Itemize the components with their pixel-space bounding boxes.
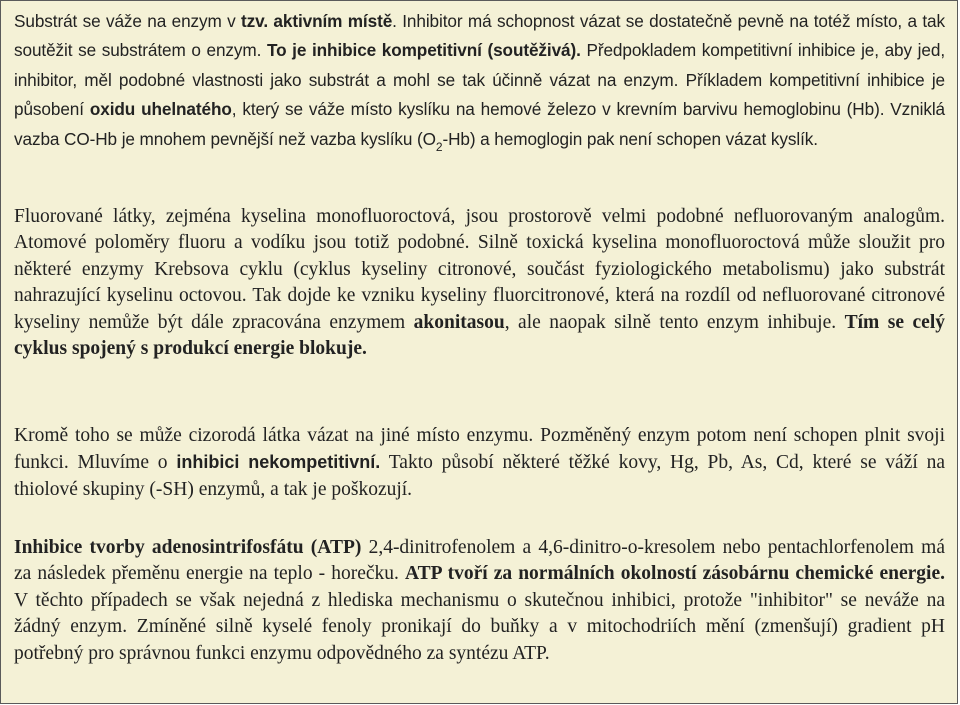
text-span: , ale naopak silně tento enzym inhibuje. <box>504 311 845 333</box>
bold-term-noncompetitive-inhibition: inhibici nekompetitivní. <box>176 452 381 473</box>
bold-sentence-atp-energy: ATP tvoří za normálních okolností zásobárnu chemické energie. <box>405 563 945 585</box>
text-span: . Inhibitor má schopnost vázat se dostatečně pevně na totéž místo, a tak soutěžit se substrátem o enzym. <box>14 11 945 61</box>
text-span: Fluorované látky, zejména kyselina monofluoroctová, jsou prostorově velmi podobné nefluorovaným analogům. Atomové poloměry fluoru a vodíku jsou totiž podobné. Silně toxická kyselina monofluoroctová může sloužit pro některé enzymy Krebsova cyklu (cyklus kyseliny citronové, součást fyziologického metabolismu) jako substrát nahrazující kyselinu octovou. Tak dojde ke vzniku kyseliny fluorcitronové, která na rozdíl od nefluorované citronové kyseliny nemůže být dále zpracována enzymem <box>14 206 945 333</box>
bold-sentence-cycle-blocked: Tím se celý cyklus spojený s produkcí energie blokuje. <box>14 311 945 360</box>
text-span: Takto působí některé těžké kovy, Hg, Pb, As, Cd, které se váží na thiolové skupiny (-SH) enzymů, a tak je poškozují. <box>14 452 945 500</box>
bold-term-carbon-monoxide: oxidu uhelnatého <box>89 99 232 120</box>
bold-heading-atp-inhibition: Inhibice tvorby adenosintrifosfátu (ATP) <box>14 537 362 558</box>
text-span: Substrát se váže na enzym v <box>14 11 242 31</box>
paragraph-fluorinated-compounds <box>14 204 945 362</box>
text-span: -Hb) a hemoglogin pak není schopen vázat kyslík. <box>442 128 818 149</box>
subscript-2: 2 <box>435 139 443 154</box>
text-span: Předpokladem kompetitivní inhibice je, aby jed, inhibitor, měl podobné vlastnosti jako substrát a mohl se tak účinně vázat na enzym. Příkladem kompetitivní inhibice je působení <box>14 40 945 120</box>
paragraph-atp-inhibition <box>14 535 945 667</box>
text-span: V těchto případech se však nejedná z hlediska mechanismu o skutečnou inhibici, protože "inhibitor" se neváže na žádný enzym. Zmíněné silně kyselé fenoly pronikají do buňky a v mitochodriích mění (zmenšují) gradient pH potřebný pro správnou funkci enzymu odpovědného za syntézu ATP. <box>14 589 945 664</box>
bold-term-competitive-inhibition: To je inhibice kompetitivní (soutěživá). <box>266 40 581 61</box>
bold-term-active-site: tzv. aktivním místě <box>241 11 393 31</box>
paragraph-competitive-inhibition <box>14 7 945 154</box>
text-span: Kromě toho se může cizorodá látka vázat na jiné místo enzymu. Pozměněný enzym potom není schopen plnit svoji funkci. Mluvíme o <box>14 425 945 474</box>
bold-term-aconitase: akonitasou <box>413 311 505 333</box>
paragraph-noncompetitive-inhibition <box>14 423 945 503</box>
text-span: 2,4-dinitrofenolem a 4,6-dinitro-o-kresolem nebo pentachlorfenolem má za následek přeměnu energie na teplo - horečku. <box>14 537 946 585</box>
text-span: , který se váže místo kyslíku na hemové železo v krevním barvivu hemoglobinu (Hb). Vzniklá vazba CO-Hb je mnohem pevnější než vazba kyslíku (O <box>14 99 945 149</box>
